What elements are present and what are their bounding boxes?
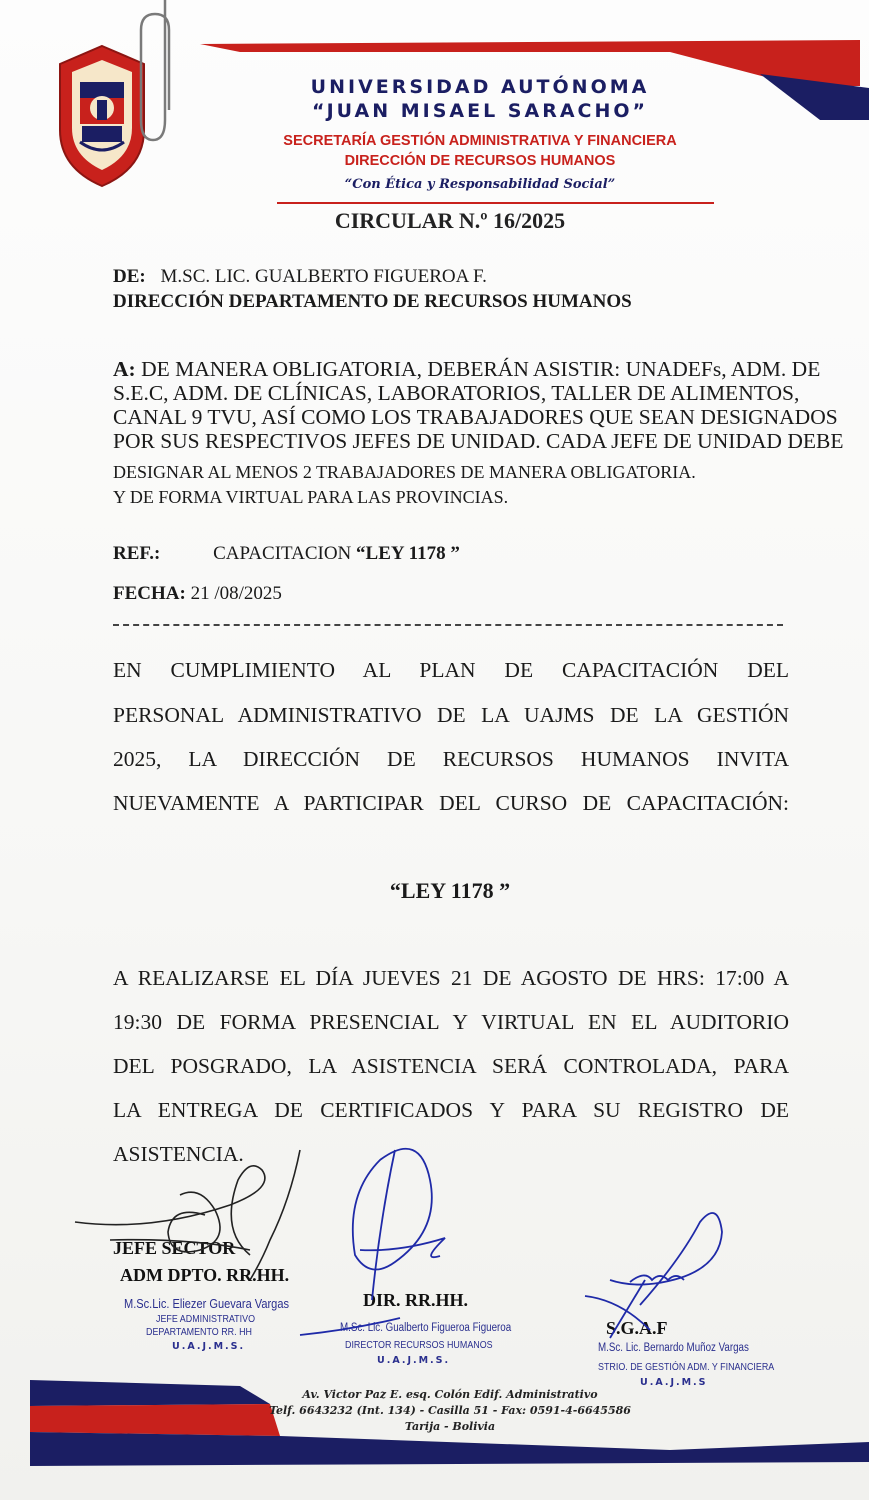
sig3-stamp-org: U.A.J.M.S [640,1377,708,1388]
sig2-stamp-name: M.Sc. Lic. Gualberto Figueroa Figueroa [340,1322,512,1334]
ref-line [113,543,460,565]
body-p1-line-4: NUEVAMENTE A PARTICIPAR DEL CURSO DE CAPACITACIÓN: [113,791,789,815]
sig1-stamp-role2: DEPARTAMENTO RR. HH [146,1326,252,1338]
from-department: DIRECCIÓN DEPARTAMENTO DE RECURSOS HUMANOS [113,291,632,312]
to-line-5: DESIGNAR AL MENOS 2 TRABAJADORES DE MANERA OBLIGATORIA. [113,462,696,482]
sig1-title2: ADM DPTO. RR.HH. [120,1265,290,1285]
sig2-stamp-org: U.A.J.M.S. [377,1355,451,1366]
to-line-1 [113,357,821,382]
body-p1-line-1: EN CUMPLIMIENTO AL PLAN DE CAPACITACIÓN DEL [113,658,789,682]
from-line [113,266,487,288]
circular-title: CIRCULAR N.º 16/2025 [334,208,566,233]
sig3-stamp-name: M.Sc. Lic. Bernardo Muñoz Vargas [598,1342,749,1354]
course-title: “LEY 1178 ” [389,878,511,903]
sig1-stamp-role1: JEFE ADMINISTRATIVO [156,1313,256,1325]
body-p2-line-2: 19:30 DE FORMA PRESENCIAL Y VIRTUAL EN EL AUDITORIO [113,1010,789,1034]
ref-label: REF.: [113,543,161,564]
from-name: M.SC. LIC. GUALBERTO FIGUEROA F. [160,266,487,287]
to-line-2: S.E.C, ADM. DE CLÍNICAS, LABORATORIOS, TALLER DE ALIMENTOS, [113,381,800,405]
body-p1-line-3: 2025, LA DIRECCIÓN DE RECURSOS HUMANOS INVITA [113,747,789,771]
to-line-4: POR SUS RESPECTIVOS JEFES DE UNIDAD. CADA JEFE DE UNIDAD DEBE [113,429,844,453]
to-line-6: Y DE FORMA VIRTUAL PARA LAS PROVINCIAS. [113,487,509,507]
sig1-title1: JEFE SECTOR [113,1238,236,1258]
sig3-title1: S.G.A.F [606,1318,668,1338]
direction-title: DIRECCIÓN DE RECURSOS HUMANOS [344,153,616,169]
university-motto: “Con Ética y Responsabilidad Social” [344,177,616,192]
paper-clip-icon [135,0,195,150]
footer-phone: Telf. 6643232 (Int. 134) - Casilla 51 - Fax: 0591-4-6645586 [269,1404,631,1417]
university-name-line1: UNIVERSIDAD AUTÓNOMA [310,76,650,98]
to-line-3: CANAL 9 TVU, ASÍ COMO LOS TRABAJADORES QUE SEAN DESIGNADOS [113,405,838,429]
body-p1-line-2: PERSONAL ADMINISTRATIVO DE LA UAJMS DE LA GESTIÓN [113,703,789,727]
sig2-stamp-role1: DIRECTOR RECURSOS HUMANOS [345,1339,493,1351]
header-divider [277,202,714,204]
university-name-line2: “JUAN MISAEL SARACHO” [311,100,649,122]
sig1-stamp-name: M.Sc.Lic. Eliezer Guevara Vargas [124,1296,290,1311]
ref-text: CAPACITACION [213,543,352,564]
signature-1-scribble [75,1150,300,1280]
date-label: FECHA: [113,583,186,604]
from-label: DE: [113,266,146,287]
date-line [113,583,282,605]
secretariat-title: SECRETARÍA GESTIÓN ADMINISTRATIVA Y FINANCIERA [283,133,677,149]
footer-address: Av. Victor Paz E. esq. Colón Edif. Administrativo [302,1388,598,1401]
sig1-stamp-org: U.A.J.M.S. [172,1341,246,1352]
body-p2-line-4: LA ENTREGA DE CERTIFICADOS Y PARA SU REGISTRO DE [113,1098,789,1122]
sig3-stamp-role1: STRIO. DE GESTIÓN ADM. Y FINANCIERA [598,1361,775,1373]
body-p2-last: ASISTENCIA. [113,1142,244,1166]
date-value: 21 /08/2025 [190,583,282,604]
body-p2-line-3: DEL POSGRADO, LA ASISTENCIA SERÁ CONTROLADA, PARA [113,1054,789,1078]
dashed-separator [113,624,783,626]
ref-bold: “LEY 1178 ” [356,543,460,564]
to-text-1: DE MANERA OBLIGATORIA, DEBERÁN ASISTIR: UNADEFs, ADM. DE [141,357,821,381]
to-label: A: [113,357,136,381]
footer-city: Tarija - Bolivia [404,1420,496,1433]
sig2-title1: DIR. RR.HH. [363,1290,469,1310]
body-p2-line-1: A REALIZARSE EL DÍA JUEVES 21 DE AGOSTO DE HRS: 17:00 A [113,966,789,990]
